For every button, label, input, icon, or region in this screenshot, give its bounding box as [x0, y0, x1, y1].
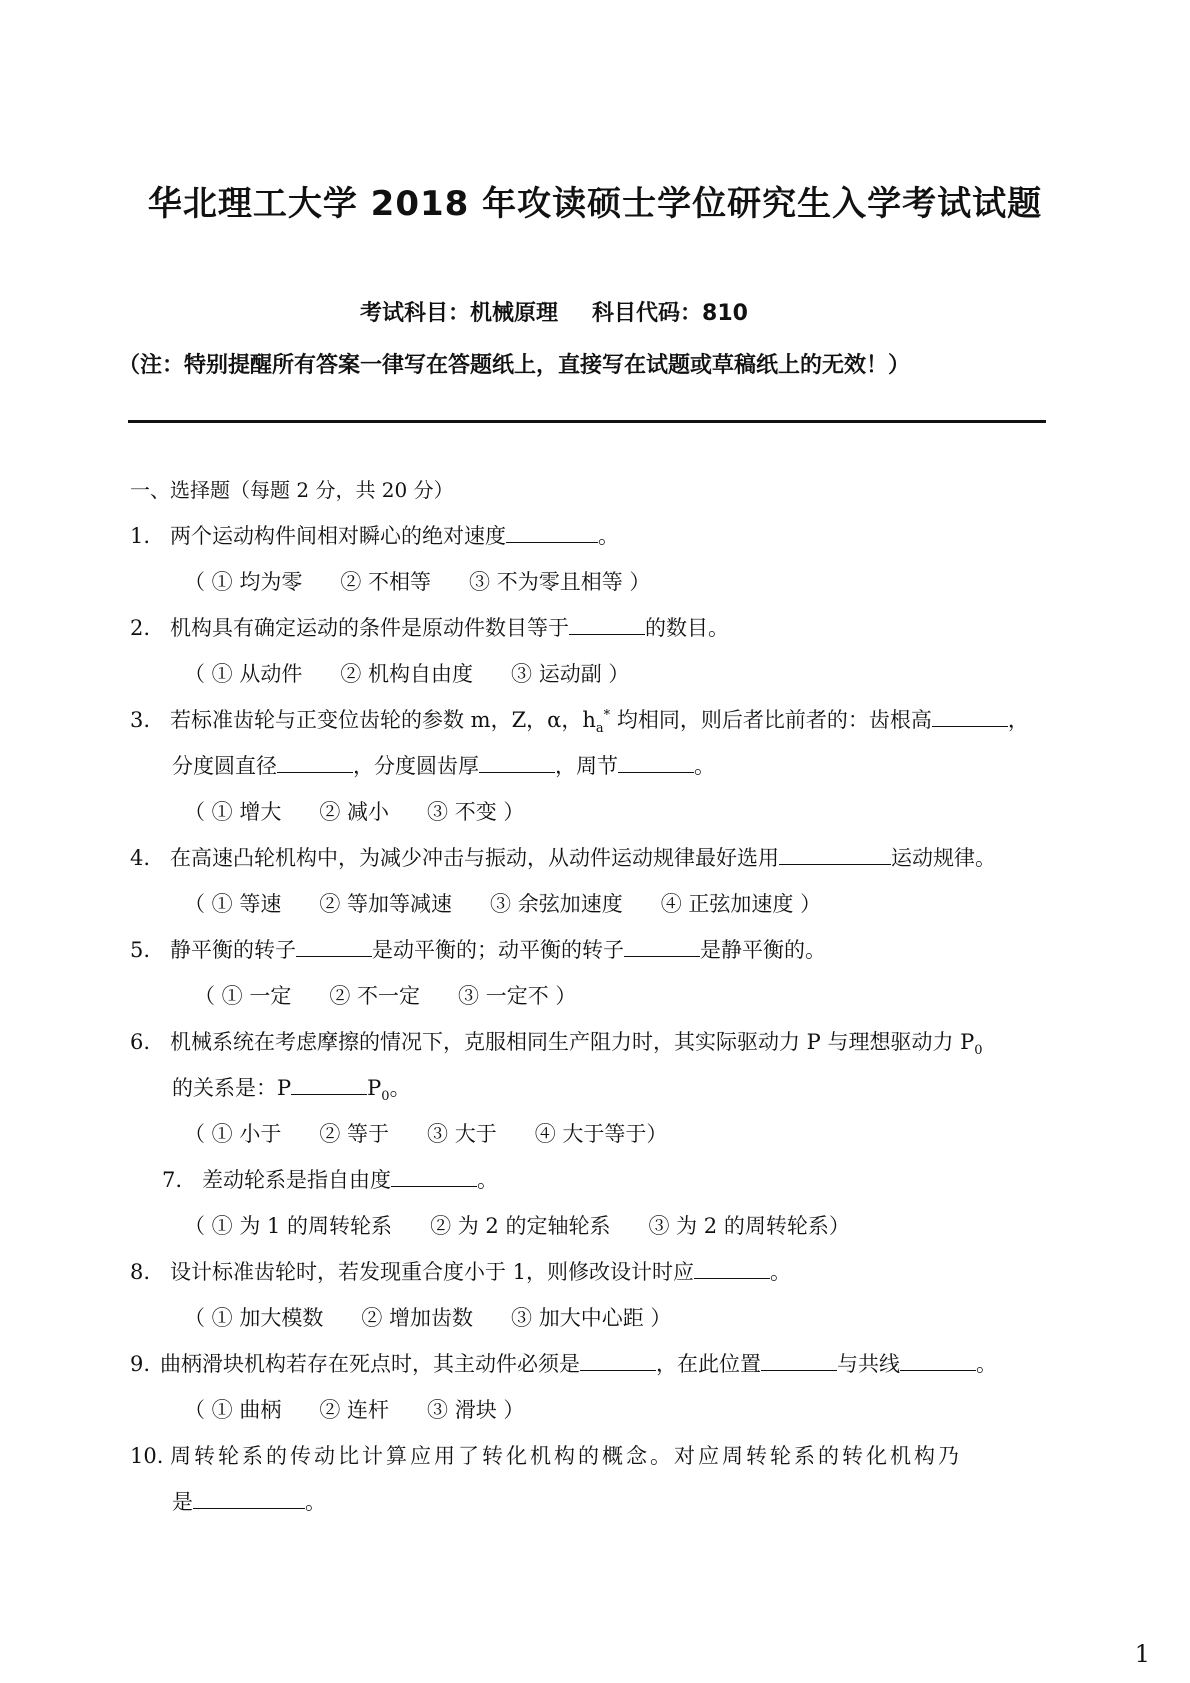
answer-blank: [932, 706, 1008, 727]
question-8-options: （ ① 加大模数 ② 增加齿数 ③ 加大中心距 ）: [184, 1306, 672, 1330]
answer-blank: [618, 752, 694, 773]
answer-blank: [900, 1350, 976, 1371]
question-9: 9. 曲柄滑块机构若存在死点时，其主动件必须是 ，在此位置 与共线 。: [130, 1352, 997, 1376]
answer-blank: [569, 614, 645, 635]
answer-blank: [277, 752, 353, 773]
question-5-options: （ ① 一定 ② 不一定 ③ 一定不 ）: [194, 984, 577, 1008]
question-5: 5. 静平衡的转子 是动平衡的；动平衡的转子 是静平衡的。: [130, 938, 826, 962]
question-10-line2: 是 。: [172, 1490, 326, 1514]
exam-note: （注：特别提醒所有答案一律写在答题纸上，直接写在试题或草稿纸上的无效！）: [118, 353, 911, 378]
subject-label: 考试科目：机械原理: [360, 301, 559, 326]
question-4-options: （ ① 等速 ② 等加等减速 ③ 余弦加速度 ④ 正弦加速度 ）: [184, 892, 822, 916]
question-6-options: （ ① 小于 ② 等于 ③ 大于 ④ 大于等于）: [184, 1122, 668, 1146]
answer-blank: [694, 1258, 770, 1279]
answer-blank: [391, 1166, 477, 1187]
question-8: 8. 设计标准齿轮时，若发现重合度小于 1，则修改设计时应 。: [130, 1260, 792, 1284]
answer-blank: [580, 1350, 656, 1371]
page-number: 1: [1134, 1640, 1150, 1668]
question-9-options: （ ① 曲柄 ② 连杆 ③ 滑块 ）: [184, 1398, 525, 1422]
question-3-line2: 分度圆直径 ，分度圆齿厚 ，周节 。: [172, 754, 715, 778]
question-6-line2: 的关系是：P $P_0$。: [172, 1076, 411, 1105]
question-10: 10. 周转轮系的传动比计算应用了转化机构的概念。对应周转轮系的转化机构乃: [130, 1444, 962, 1468]
answer-blank: [291, 1074, 367, 1095]
page-title: 华北理工大学 2018 年攻读硕士学位研究生入学考试试题: [147, 184, 1043, 224]
question-6: 6. 机械系统在考虑摩擦的情况下，克服相同生产阻力时，其实际驱动力 P 与理想驱动力 $P_0$: [130, 1030, 983, 1059]
divider: [128, 420, 1046, 423]
question-3-options: （ ① 增大 ② 减小 ③ 不变 ）: [184, 800, 525, 824]
question-1: 1. 两个运动构件间相对瞬心的绝对速度 。: [130, 524, 619, 548]
question-2-options: （ ① 从动件 ② 机构自由度 ③ 运动副 ）: [184, 662, 630, 686]
subject-code: 科目代码：810: [592, 301, 748, 326]
answer-blank: [761, 1350, 837, 1371]
question-7-options: （ ① 为 1 的周转轮系 ② 为 2 的定轴轮系 ③ 为 2 的周转轮系）: [184, 1214, 850, 1238]
answer-blank: [624, 936, 700, 957]
answer-blank: [296, 936, 372, 957]
exam-subject: [360, 296, 782, 327]
question-3: 3. 若标准齿轮与正变位齿轮的参数 m，Z，α，$h_a^*$ 均相同，则后者比前者的：齿根高 ，: [130, 708, 1029, 737]
answer-blank: [193, 1488, 305, 1509]
question-7: 7. 差动轮系是指自由度 。: [162, 1168, 498, 1192]
question-2: 2. 机构具有确定运动的条件是原动件数目等于 的数目。: [130, 616, 729, 640]
section-title: 一、选择题（每题 2 分，共 20 分）: [130, 478, 454, 502]
answer-blank: [506, 522, 598, 543]
answer-blank: [779, 844, 891, 865]
answer-blank: [479, 752, 555, 773]
question-4: 4. 在高速凸轮机构中，为减少冲击与振动，从动件运动规律最好选用 运动规律。: [130, 846, 996, 870]
question-1-options: （ ① 均为零 ② 不相等 ③ 不为零且相等 ）: [184, 570, 651, 594]
